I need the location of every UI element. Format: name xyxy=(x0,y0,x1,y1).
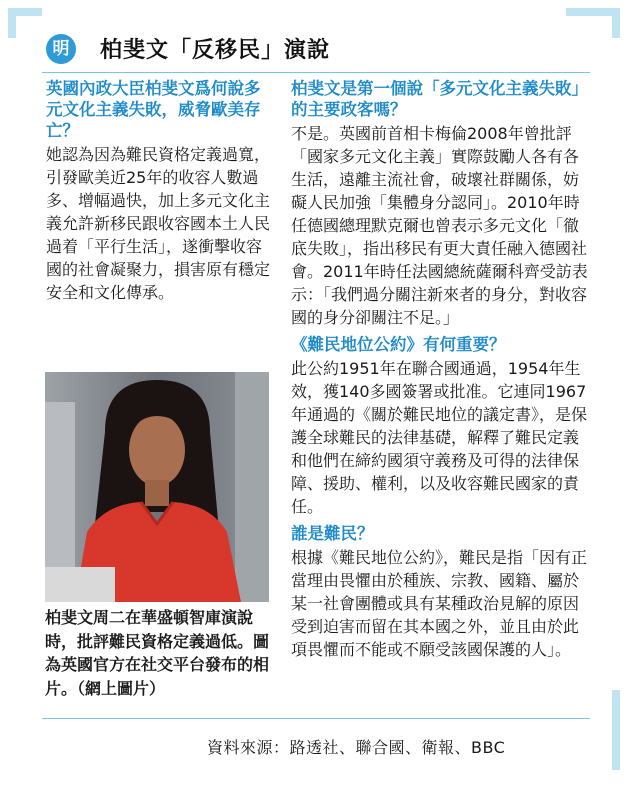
left-column xyxy=(46,78,274,309)
frame-corner-top-right-vertical xyxy=(612,8,620,38)
qa-section-1 xyxy=(46,78,274,304)
frame-corner-top-left-vertical xyxy=(8,8,16,38)
question-4: 誰是難民？ xyxy=(291,524,374,543)
frame-corner-bottom-right xyxy=(612,690,620,770)
question-1: 英國內政大臣柏斐文爲何說多元文化主義失敗，威脅歐美存亡？ xyxy=(46,79,261,140)
source-credit: 資料來源：路透社、聯合國、衛報、BBC xyxy=(207,738,506,757)
news-photo xyxy=(45,372,269,602)
page-title: 柏斐文「反移民」演說 xyxy=(100,38,331,63)
answer-3: 此公約1951年在聯合國通過，1954年生效，獲140多國簽署或批准。它連同1967年通過的《關於難民地位的議定書》，是保護全球難民的法律基礎，解釋了難民定義和他們在締約國須守義務及可得的法律保障、援助、權利，以及收容難民國家的責任。 xyxy=(291,359,588,516)
bottom-divider xyxy=(42,718,590,719)
question-2: 柏斐文是第一個說「多元文化主義失敗」的主要政客嗎？ xyxy=(291,79,588,119)
answer-2: 不是。英國前首相卡梅倫2008年曾批評「國家多元文化主義」實際鼓勵人各有各生活，遠離主流社會，破壞社群關係，妨礙人民加強「集體身分認同」。2010年時任德國總理默克爾也曾表示多元文化「徹底失敗」，指出移民有更大責任融入德國社會。2011年時任法國總統薩爾科齊受訪表示：「我們過分關注新來者的身分，對收容國的身分卻關注不足。」 xyxy=(291,124,588,327)
qa-section-4 xyxy=(291,523,591,661)
question-3: 《難民地位公約》有何重要？ xyxy=(291,335,506,354)
speaker-photo-image xyxy=(45,372,269,602)
right-column xyxy=(291,78,591,666)
ming-pao-badge-icon: 明 xyxy=(46,34,76,64)
qa-section-3 xyxy=(291,334,591,518)
qa-section-2 xyxy=(291,78,591,329)
top-divider xyxy=(42,72,590,73)
answer-4: 根據《難民地位公約》，難民是指「因有正當理由畏懼由於種族、宗教、國籍、屬於某一社會團體或具有某種政治見解的原因受到迫害而留在其本國之外，並且由於此項畏懼而不能或不願受該國保護的人」。 xyxy=(291,548,588,659)
photo-caption: 柏斐文周二在華盛頓智庫演說時，批評難民資格定義過低。圖為英國官方在社交平台發布的相片。（網上圖片） xyxy=(45,608,270,698)
answer-1: 她認為因為難民資格定義過寬，引發歐美近25年的收容人數過多、增幅過快，加上多元文化主義允許新移民跟收容國本土人民過着「平行生活」，遂衝擊收容國的社會凝聚力，損害原有穩定安全和文化傳承。 xyxy=(46,145,271,302)
